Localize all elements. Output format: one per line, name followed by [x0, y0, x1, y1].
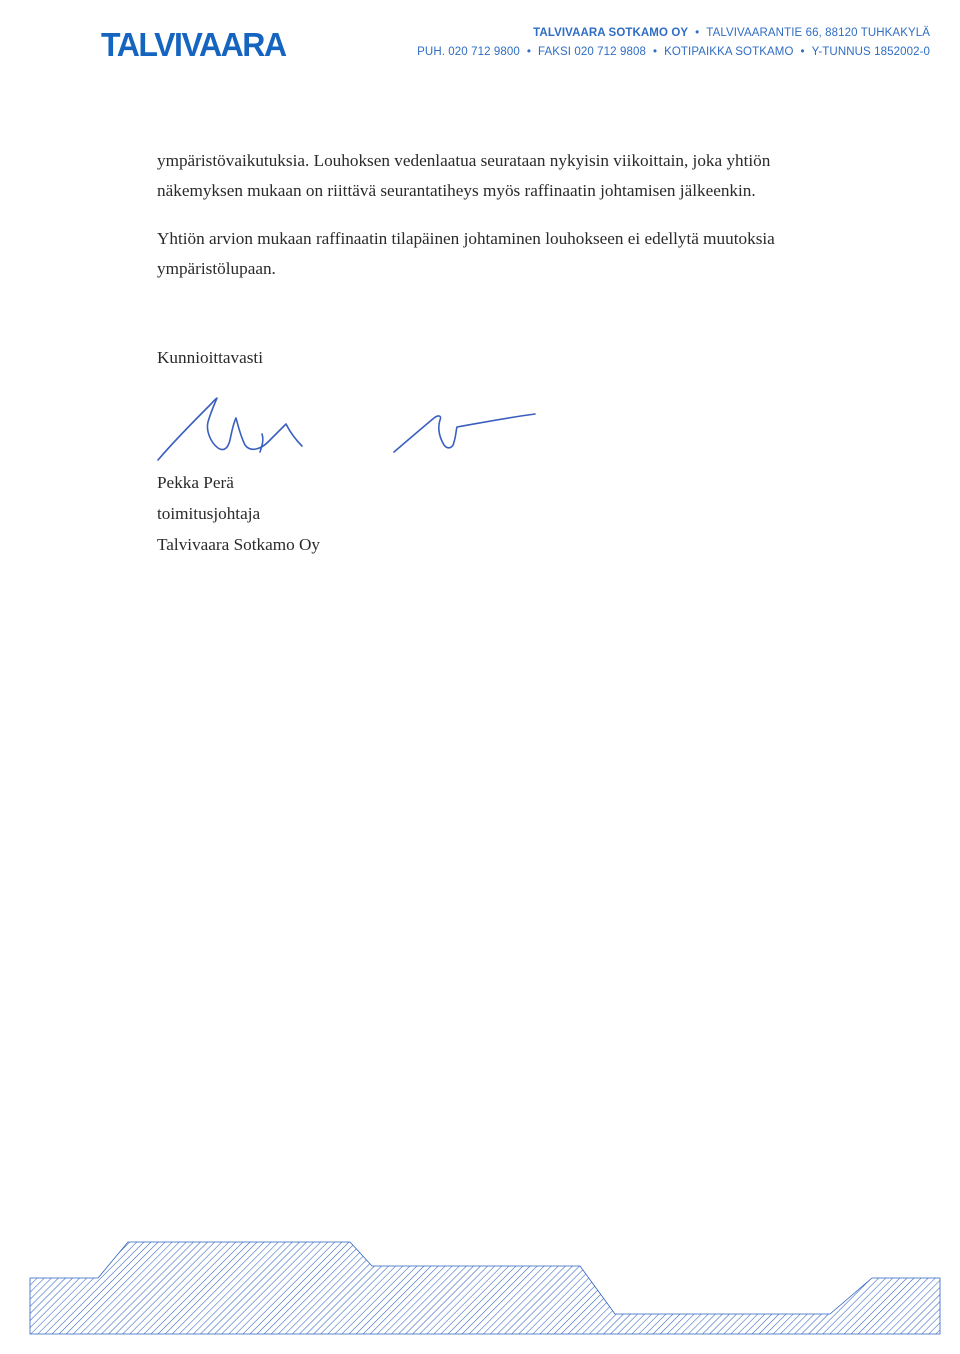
letterhead-fax: FAKSI 020 712 9808 [538, 46, 646, 58]
body-line: näkemyksen mukaan on riittävä seurantatiheys myös raffinaatin johtamisen jälkeenkin. [157, 181, 756, 200]
letterhead-domicile: KOTIPAIKKA SOTKAMO [664, 46, 794, 58]
separator-dot: • [800, 46, 805, 58]
signer-company: Talvivaara Sotkamo Oy [157, 535, 320, 554]
letterhead-phone: PUH. 020 712 9800 [417, 46, 520, 58]
letterhead-business-id: Y-TUNNUS 1852002-0 [811, 46, 930, 58]
separator-dot: • [652, 46, 658, 58]
signer-title: toimitusjohtaja [157, 504, 261, 523]
company-logo: TALVIVAARA [101, 26, 286, 63]
separator-dot: • [695, 27, 700, 39]
letterhead-line-2 [417, 46, 930, 58]
body-line: ympäristövaikutuksia. Louhoksen vedenlaatua seurataan nykyisin viikoittain, joka yhtiön [157, 151, 771, 170]
signer-name: Pekka Perä [157, 473, 234, 492]
separator-dot: • [526, 46, 531, 58]
handwritten-signature [150, 390, 540, 465]
letterhead-line-1 [533, 27, 930, 39]
signer-block [157, 467, 320, 560]
letter-body [157, 146, 887, 284]
body-line: ympäristölupaan. [157, 259, 276, 278]
body-line: Yhtiön arvion mukaan raffinaatin tilapäinen johtaminen louhokseen ei edellytä muutoksia [157, 229, 775, 248]
closing-salutation: Kunnioittavasti [157, 348, 263, 367]
letterhead-company: TALVIVAARA SOTKAMO OY [533, 27, 689, 39]
letterhead-address: TALVIVAARANTIE 66, 88120 TUHKAKYLÄ [706, 27, 930, 39]
footer-wave-decoration [0, 1230, 960, 1354]
